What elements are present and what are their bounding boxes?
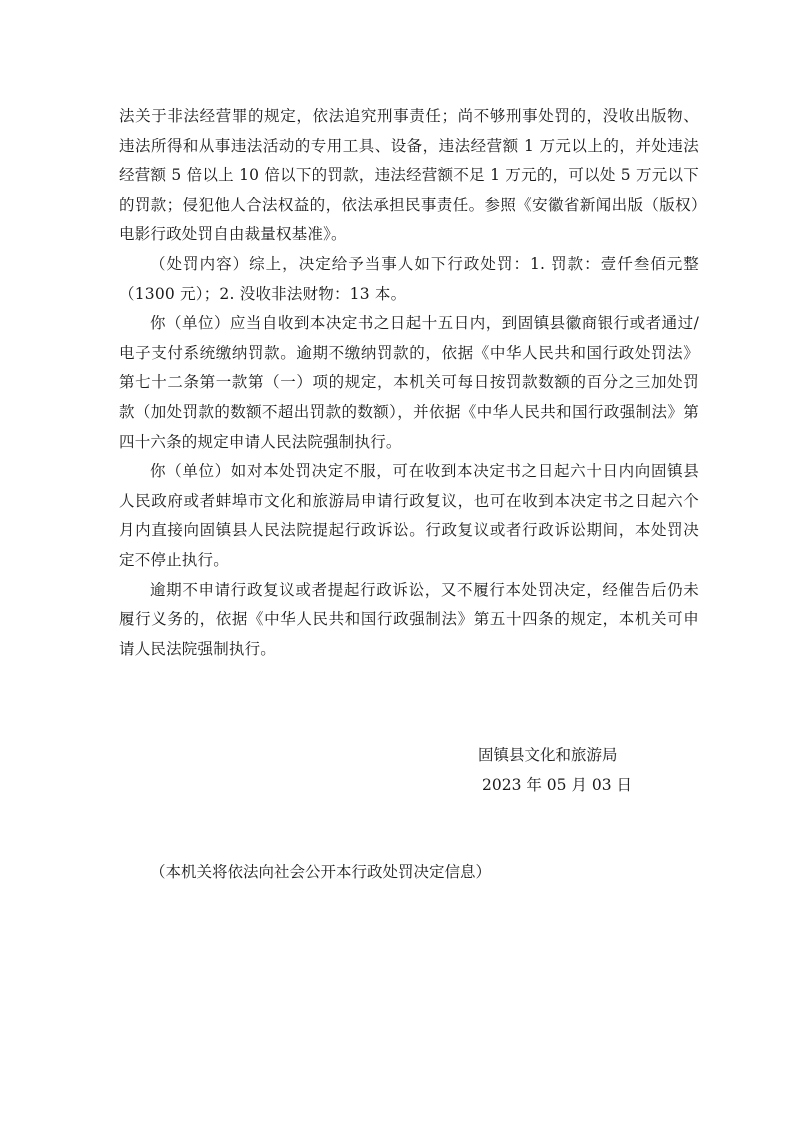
disclosure-note: （本机关将依法向社会公开本行政处罚决定信息） (150, 863, 492, 881)
paragraph-penalty-content: （处罚内容）综上，决定给予当事人如下行政处罚：1. 罚款：壹仟叁佰元整（1300 元）；2. 没收非法财物：13 本。 (119, 254, 699, 303)
paragraph-payment-instructions: 你（单位）应当自收到本决定书之日起十五日内，到固镇县徽商银行或者通过/电子支付系统缴纳罚款。逾期不缴纳罚款的，依据《中华人民共和国行政处罚法》第七十二条第一款第（一）项的规定，本机关可每日按罚款数额的百分之三加处罚款（加处罚款的数额不超出罚款的数额），并依据《中华人民共和国行政强制法》第四十六条的规定申请人民法院强制执行。 (119, 314, 699, 451)
paragraph-enforcement: 逾期不申请行政复议或者提起行政诉讼，又不履行本处罚决定，经催告后仍未履行义务的，依据《中华人民共和国行政强制法》第五十四条的规定，本机关可申请人民法院强制执行。 (119, 580, 699, 658)
paragraph-legal-basis: 法关于非法经营罪的规定，依法追究刑事责任；尚不够刑事处罚的，没收出版物、违法所得和从事违法活动的专用工具、设备，违法经营额 1 万元以上的，并处违法经营额 5 倍以上 10 倍以下的罚款，违法经营额不足 1 万元的，可以处 5 万元以下的罚款；侵犯他人合法权益的，依法承担民事责任。参照《安徽省新闻出版（版权）电影行政处罚自由裁量权基准》。 (119, 107, 699, 244)
issue-date: 2023 年 05 月 03 日 (482, 776, 633, 794)
paragraph-appeal-rights: 你（单位）如对本处罚决定不服，可在收到本决定书之日起六十日内向固镇县人民政府或者蚌埠市文化和旅游局申请行政复议，也可在收到本决定书之日起六个月内直接向固镇县人民法院提起行政诉讼。行政复议或者行政诉讼期间，本处罚决定不停止执行。 (119, 462, 699, 569)
issuing-organization: 固镇县文化和旅游局 (478, 746, 618, 764)
signature-block (476, 740, 676, 800)
document-body (119, 102, 699, 664)
